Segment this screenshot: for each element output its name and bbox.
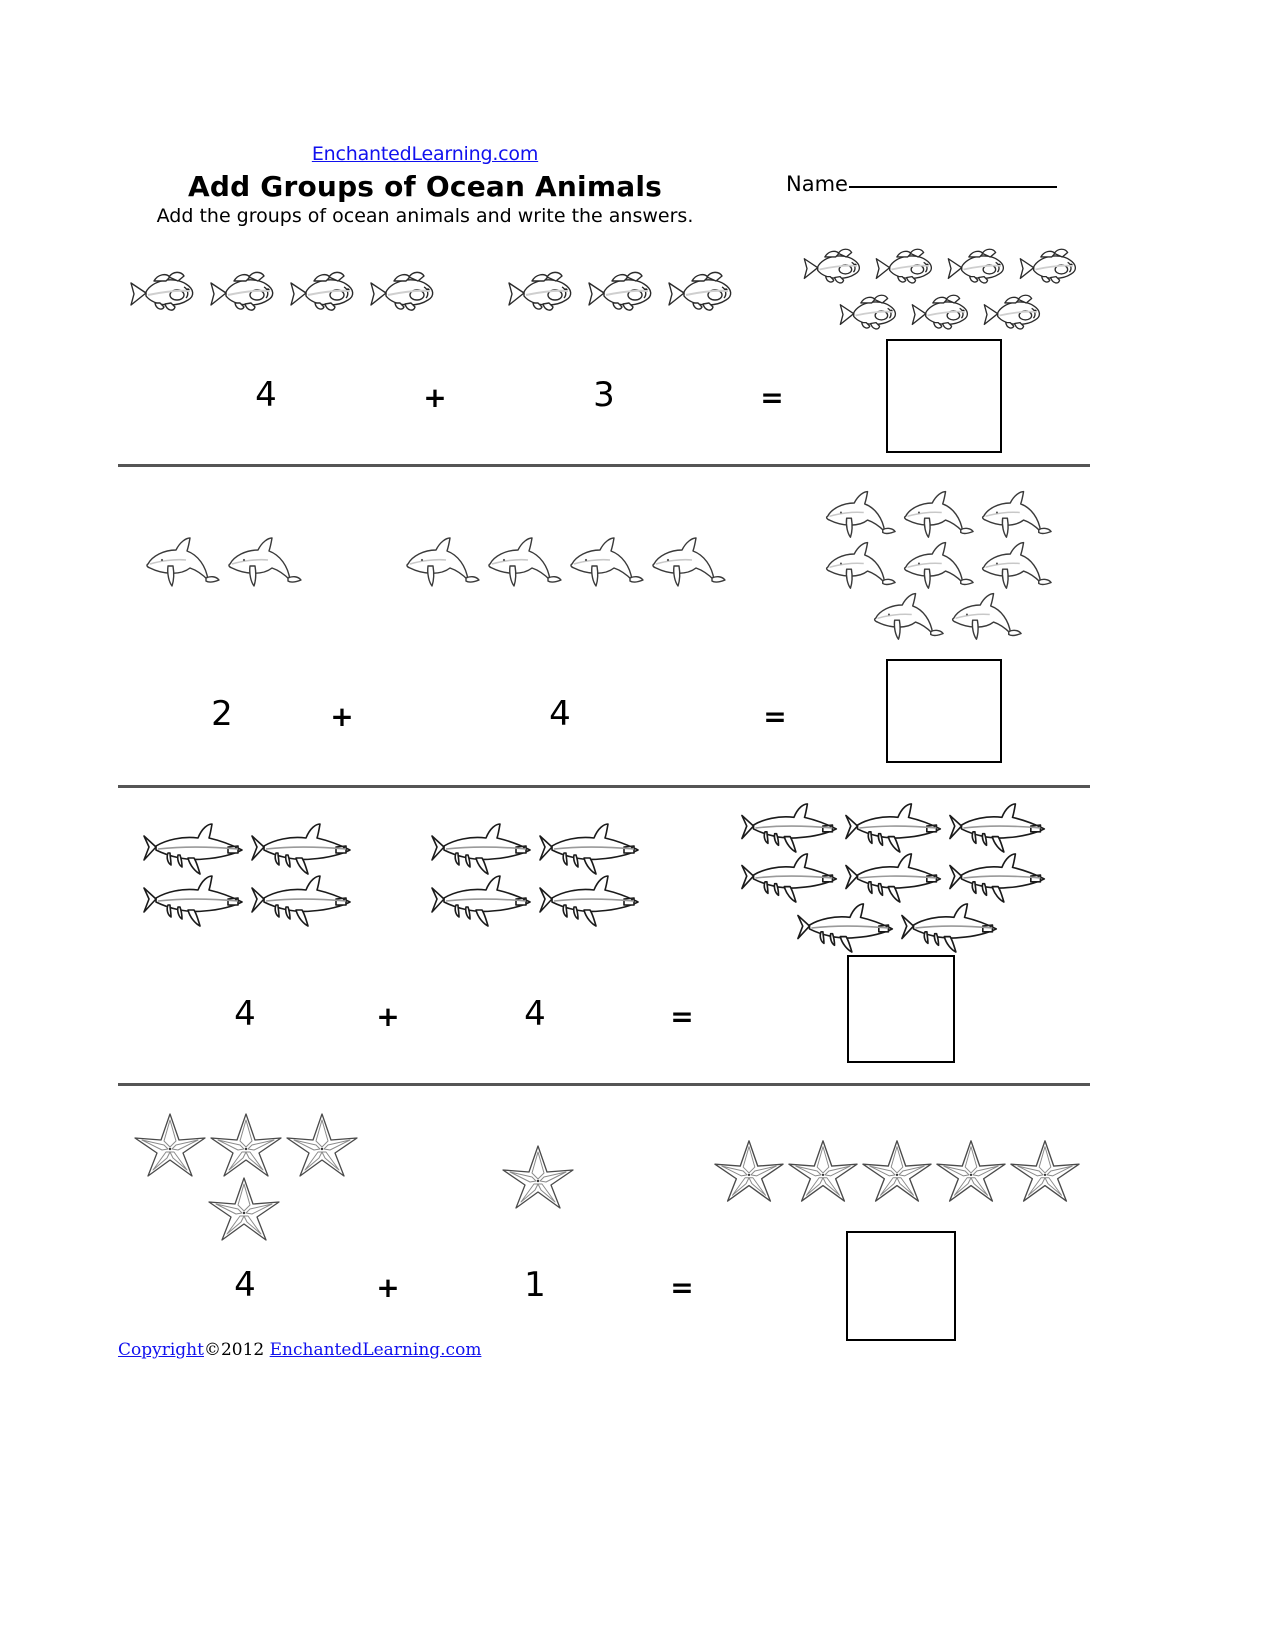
shark-icon xyxy=(740,800,844,854)
shark-icon xyxy=(844,850,948,904)
pic-line xyxy=(400,530,728,590)
dolphin-icon xyxy=(222,530,304,590)
fish-icon xyxy=(976,286,1048,336)
problem-4-group-1 xyxy=(132,1108,360,1244)
footer xyxy=(118,1340,481,1360)
starfish-icon xyxy=(208,1108,284,1180)
dolphin-icon xyxy=(820,535,898,592)
problem-1-addend-2: 3 xyxy=(593,375,615,415)
pic-line xyxy=(206,1172,360,1244)
pic-line xyxy=(712,1135,1082,1205)
dolphin-icon xyxy=(868,586,946,643)
problem-4-addend-2: 1 xyxy=(524,1265,546,1305)
problem-4-equals-sign: = xyxy=(670,1271,694,1304)
pic-line xyxy=(820,535,1054,592)
dolphin-icon xyxy=(976,535,1054,592)
name-input-rule[interactable] xyxy=(849,186,1057,188)
enchantedlearning-link[interactable]: EnchantedLearning.com xyxy=(311,143,539,165)
problem-2-addend-1: 2 xyxy=(211,694,233,734)
problem-3-plus-sign: + xyxy=(376,1000,400,1033)
shark-icon xyxy=(538,872,646,928)
shark-icon xyxy=(844,800,948,854)
row-divider-2 xyxy=(118,785,1090,788)
problem-4-answer-box[interactable] xyxy=(846,1231,956,1341)
pic-line xyxy=(832,286,1084,336)
starfish-icon xyxy=(786,1135,860,1205)
pic-line xyxy=(132,1108,360,1180)
starfish-icon xyxy=(206,1172,282,1244)
pic-line xyxy=(820,484,1054,541)
fish-icon xyxy=(122,262,202,318)
fish-icon xyxy=(796,240,868,290)
shark-icon xyxy=(948,800,1052,854)
problem-2-plus-sign: + xyxy=(330,700,354,733)
problem-1-answer-box[interactable] xyxy=(886,339,1002,453)
pic-line xyxy=(740,800,1052,854)
problem-3-result-group xyxy=(740,800,1052,954)
page-title: Add Groups of Ocean Animals xyxy=(188,170,662,203)
problem-2-group-2 xyxy=(400,530,728,590)
problem-3-answer-box[interactable] xyxy=(847,955,955,1063)
problem-1-group-1 xyxy=(122,262,442,318)
dolphin-icon xyxy=(564,530,646,590)
shark-icon xyxy=(948,850,1052,904)
shark-icon xyxy=(430,820,538,876)
problem-3-group-2 xyxy=(430,820,646,928)
dolphin-icon xyxy=(482,530,564,590)
fish-icon xyxy=(282,262,362,318)
row-divider-1 xyxy=(118,464,1090,467)
starfish-icon xyxy=(500,1140,576,1212)
pic-line xyxy=(142,872,358,928)
starfish-icon xyxy=(712,1135,786,1205)
shark-icon xyxy=(250,872,358,928)
fish-icon xyxy=(832,286,904,336)
shark-icon xyxy=(142,820,250,876)
dolphin-icon xyxy=(400,530,482,590)
row-divider-3 xyxy=(118,1083,1090,1086)
fish-icon xyxy=(904,286,976,336)
starfish-icon xyxy=(1008,1135,1082,1205)
shark-icon xyxy=(142,872,250,928)
problem-2-answer-box[interactable] xyxy=(886,659,1002,763)
shark-icon xyxy=(796,900,900,954)
problem-3-group-1 xyxy=(142,820,358,928)
problem-4-result-group xyxy=(712,1135,1082,1205)
pic-line xyxy=(500,262,740,318)
fish-icon xyxy=(362,262,442,318)
fish-icon xyxy=(1012,240,1084,290)
footer-site-link[interactable]: EnchantedLearning.com xyxy=(269,1340,482,1360)
starfish-icon xyxy=(284,1108,360,1180)
shark-icon xyxy=(900,900,1004,954)
fish-icon xyxy=(580,262,660,318)
problem-1-addend-1: 4 xyxy=(255,375,277,415)
problem-3-addend-1: 4 xyxy=(234,994,256,1034)
dolphin-icon xyxy=(646,530,728,590)
pic-line xyxy=(122,262,442,318)
pic-line xyxy=(140,530,304,590)
dolphin-icon xyxy=(946,586,1024,643)
problem-2-result-group xyxy=(820,484,1054,643)
footer-copyright-link[interactable]: Copyright xyxy=(118,1340,204,1360)
shark-icon xyxy=(538,820,646,876)
pic-line xyxy=(430,820,646,876)
fish-icon xyxy=(940,240,1012,290)
shark-icon xyxy=(740,850,844,904)
problem-3-addend-2: 4 xyxy=(524,994,546,1034)
dolphin-icon xyxy=(898,484,976,541)
dolphin-icon xyxy=(820,484,898,541)
dolphin-icon xyxy=(976,484,1054,541)
problem-1-result-group xyxy=(796,240,1084,336)
fish-icon xyxy=(202,262,282,318)
dolphin-icon xyxy=(898,535,976,592)
footer-copyright-text: ©2012 xyxy=(203,1340,270,1360)
pic-line xyxy=(142,820,358,876)
dolphin-icon xyxy=(140,530,222,590)
problem-2-equals-sign: = xyxy=(763,700,787,733)
fish-icon xyxy=(500,262,580,318)
starfish-icon xyxy=(132,1108,208,1180)
name-field[interactable] xyxy=(786,172,1057,196)
starfish-icon xyxy=(860,1135,934,1205)
starfish-icon xyxy=(934,1135,1008,1205)
problem-1-plus-sign: + xyxy=(423,381,447,414)
name-label: Name xyxy=(786,172,848,196)
problem-4-group-2 xyxy=(500,1140,576,1212)
page-subtitle: Add the groups of ocean animals and write the answers. xyxy=(156,205,694,227)
pic-line xyxy=(796,900,1052,954)
problem-3-equals-sign: = xyxy=(670,1000,694,1033)
fish-icon xyxy=(660,262,740,318)
problem-2-addend-2: 4 xyxy=(549,694,571,734)
pic-line xyxy=(796,240,1084,290)
problem-4-plus-sign: + xyxy=(376,1271,400,1304)
pic-line xyxy=(868,586,1054,643)
pic-line xyxy=(740,850,1052,904)
problem-2-group-1 xyxy=(140,530,304,590)
header-site-link-container xyxy=(0,143,850,165)
pic-line xyxy=(500,1140,576,1212)
problem-1-equals-sign: = xyxy=(760,381,784,414)
problem-4-addend-1: 4 xyxy=(234,1265,256,1305)
problem-1-group-2 xyxy=(500,262,740,318)
pic-line xyxy=(430,872,646,928)
shark-icon xyxy=(250,820,358,876)
shark-icon xyxy=(430,872,538,928)
fish-icon xyxy=(868,240,940,290)
